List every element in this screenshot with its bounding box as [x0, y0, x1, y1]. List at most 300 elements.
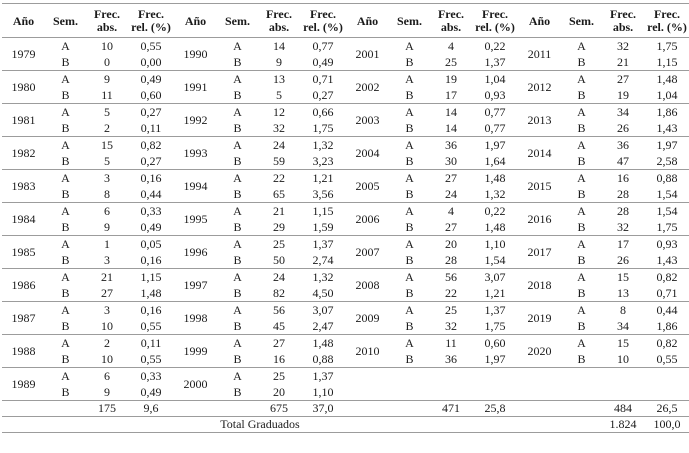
year-cell: 2017	[518, 236, 561, 269]
frec-abs-cell: 17	[602, 236, 644, 253]
year-cell: 1986	[2, 269, 45, 302]
frec-abs-cell: 3	[86, 170, 128, 187]
subtotal-spacer	[2, 401, 86, 417]
frec-rel-cell: 3,56	[312, 186, 334, 201]
table-row	[2, 203, 689, 220]
frec-rel-cell: 0,33	[128, 203, 174, 220]
frec-abs-cell: 21	[86, 269, 128, 286]
table-row	[2, 38, 689, 55]
graduates-table	[2, 3, 689, 433]
frec-rel-cell: 0,77	[484, 120, 506, 135]
frec-abs-cell: 14	[258, 38, 300, 55]
frec-rel-cell: 1,48	[300, 335, 346, 352]
frec-abs-cell: 16	[273, 351, 285, 366]
frec-rel-cell: 0,93	[484, 87, 506, 102]
semester-cell: A	[217, 335, 258, 352]
semester-cell: B	[577, 252, 586, 267]
table-row	[2, 285, 689, 302]
semester-cell: A	[389, 236, 430, 253]
frec-rel-cell: 1,54	[656, 186, 678, 201]
table-row	[2, 71, 689, 88]
table-row	[2, 104, 689, 121]
year-cell: 1990	[174, 38, 217, 71]
header-frec-abs-line1: Frec.	[93, 7, 121, 21]
frec-rel-cell: 1,86	[656, 318, 678, 333]
semester-cell: B	[233, 87, 242, 102]
frec-abs-cell: 5	[86, 104, 128, 121]
frec-abs-cell: 13	[617, 285, 629, 300]
semester-cell: B	[577, 186, 586, 201]
frec-abs-cell: 22	[445, 285, 457, 300]
frec-rel-cell: 1,75	[656, 219, 678, 234]
frec-rel-cell: 0,16	[140, 252, 162, 267]
header-frec-rel	[300, 4, 346, 38]
frec-abs-cell: 27	[430, 170, 472, 187]
frec-abs-cell: 5	[276, 87, 282, 102]
semester-cell: A	[217, 302, 258, 319]
header-frec-abs-line2: abs.	[612, 20, 634, 34]
frec-abs-cell: 56	[258, 302, 300, 319]
frec-abs-cell: 56	[430, 269, 472, 286]
frec-abs-cell: 22	[258, 170, 300, 187]
header-ano: Año	[2, 4, 45, 38]
frec-rel-cell: 0,55	[140, 351, 162, 366]
year-cell: 2008	[346, 269, 389, 302]
semester-cell: A	[561, 236, 602, 253]
header-frec-abs	[602, 4, 644, 38]
year-cell: 2019	[518, 302, 561, 335]
table-row	[2, 137, 689, 154]
table-row	[2, 351, 689, 368]
semester-cell: A	[217, 203, 258, 220]
frec-rel-cell: 0,71	[656, 285, 678, 300]
header-frec-abs-line2: abs.	[440, 20, 462, 34]
total-spacer	[518, 417, 602, 433]
frec-abs-cell: 8	[602, 302, 644, 319]
header-sem: Sem.	[217, 4, 258, 38]
year-cell: 2006	[346, 203, 389, 236]
header-frec-rel	[128, 4, 174, 38]
frec-abs-cell: 9	[104, 384, 110, 399]
semester-cell: B	[405, 120, 414, 135]
frec-abs-cell	[430, 384, 472, 401]
frec-abs-cell: 36	[602, 137, 644, 154]
year-cell: 2016	[518, 203, 561, 236]
semester-cell: B	[233, 219, 242, 234]
frec-rel-cell: 0,71	[300, 71, 346, 88]
frec-abs-cell: 65	[273, 186, 285, 201]
frec-abs-cell: 3	[104, 252, 110, 267]
frec-abs-cell: 3	[86, 302, 128, 319]
year-cell: 2010	[346, 335, 389, 368]
frec-rel-cell: 0,22	[472, 203, 518, 220]
table-row	[2, 170, 689, 187]
header-frec-rel	[644, 4, 689, 38]
frec-rel-cell: 0,82	[644, 269, 689, 286]
frec-rel-cell: 0,00	[140, 54, 162, 69]
frec-abs-cell: 26	[617, 252, 629, 267]
semester-cell: A	[561, 170, 602, 187]
frec-rel-cell: 1,43	[656, 120, 678, 135]
frec-rel-cell: 1,10	[472, 236, 518, 253]
frec-abs-cell: 28	[445, 252, 457, 267]
semester-cell: B	[61, 351, 70, 366]
header-ano: Año	[346, 4, 389, 38]
header-frec-rel-line2: rel. (%)	[647, 20, 687, 34]
frec-abs-cell: 27	[101, 285, 113, 300]
semester-cell: B	[233, 285, 242, 300]
semester-cell: B	[233, 120, 242, 135]
semester-cell: A	[45, 269, 86, 286]
frec-rel-cell: 0,16	[128, 302, 174, 319]
frec-abs-cell: 82	[273, 285, 285, 300]
frec-abs-cell: 24	[445, 186, 457, 201]
frec-rel-cell: 0,27	[312, 87, 334, 102]
frec-abs-cell: 10	[86, 38, 128, 55]
frec-rel-cell: 0,05	[128, 236, 174, 253]
semester-cell: B	[61, 54, 70, 69]
semester-cell: B	[61, 285, 70, 300]
semester-cell: A	[561, 104, 602, 121]
semester-cell	[561, 368, 602, 385]
frec-rel-cell	[644, 384, 689, 401]
frec-rel-cell: 0,33	[128, 368, 174, 385]
semester-cell: A	[217, 368, 258, 385]
table-row	[2, 269, 689, 286]
year-cell: 2009	[346, 302, 389, 335]
semester-cell: A	[45, 137, 86, 154]
frec-rel-cell: 0,27	[140, 153, 162, 168]
frec-abs-cell: 21	[258, 203, 300, 220]
semester-cell: B	[577, 87, 586, 102]
semester-cell: A	[389, 137, 430, 154]
table-row	[2, 302, 689, 319]
semester-cell: A	[45, 302, 86, 319]
header-frec-abs-line2: abs.	[96, 20, 118, 34]
semester-cell	[561, 384, 602, 401]
semester-cell: B	[577, 318, 586, 333]
semester-cell: B	[233, 318, 242, 333]
frec-rel-cell: 1,15	[656, 54, 678, 69]
year-cell: 2014	[518, 137, 561, 170]
subtotal-frec-abs: 675	[258, 401, 300, 417]
frec-rel-cell: 1,37	[300, 236, 346, 253]
year-cell: 1987	[2, 302, 45, 335]
semester-cell: B	[405, 318, 414, 333]
frec-rel-cell: 1,37	[484, 54, 506, 69]
year-cell: 2005	[346, 170, 389, 203]
frec-rel-cell: 1,32	[300, 269, 346, 286]
header-row	[2, 4, 689, 38]
year-cell: 2018	[518, 269, 561, 302]
year-cell: 2015	[518, 170, 561, 203]
year-cell: 1982	[2, 137, 45, 170]
header-frec-rel-line1: Frec.	[137, 7, 165, 21]
semester-cell: B	[61, 318, 70, 333]
frec-rel-cell: 0,60	[140, 87, 162, 102]
frec-rel-cell: 2,74	[312, 252, 334, 267]
semester-cell: A	[217, 71, 258, 88]
frec-abs-cell: 24	[258, 137, 300, 154]
semester-cell	[389, 384, 430, 401]
table-row	[2, 87, 689, 104]
header-frec-rel-line2: rel. (%)	[303, 20, 343, 34]
frec-rel-cell: 3,07	[300, 302, 346, 319]
semester-cell: B	[61, 219, 70, 234]
year-cell: 1989	[2, 368, 45, 401]
frec-abs-cell: 5	[104, 153, 110, 168]
year-cell: 2011	[518, 38, 561, 71]
frec-rel-cell: 1,75	[644, 38, 689, 55]
year-cell: 1979	[2, 38, 45, 71]
frec-rel-cell: 1,64	[484, 153, 506, 168]
table-row	[2, 252, 689, 269]
year-cell: 2000	[174, 368, 217, 401]
header-frec-abs	[86, 4, 128, 38]
semester-cell: B	[577, 153, 586, 168]
year-cell: 2013	[518, 104, 561, 137]
frec-rel-cell: 1,04	[656, 87, 678, 102]
year-cell: 2012	[518, 71, 561, 104]
total-label: Total Graduados	[2, 417, 518, 433]
frec-abs-cell: 16	[602, 170, 644, 187]
frec-rel-cell: 0,55	[140, 318, 162, 333]
subtotal-row	[2, 401, 689, 417]
frec-abs-cell: 14	[445, 120, 457, 135]
year-cell: 1996	[174, 236, 217, 269]
subtotal-spacer	[346, 401, 430, 417]
subtotal-frec-abs: 484	[602, 401, 644, 417]
frec-rel-cell: 1,48	[472, 170, 518, 187]
frec-abs-cell: 11	[430, 335, 472, 352]
frec-abs-cell: 4	[430, 38, 472, 55]
frec-abs-cell: 20	[430, 236, 472, 253]
semester-cell: B	[405, 285, 414, 300]
frec-rel-cell: 1,15	[300, 203, 346, 220]
header-frec-rel-line1: Frec.	[309, 7, 337, 21]
frec-rel-cell: 1,48	[484, 219, 506, 234]
frec-rel-cell: 0,16	[128, 170, 174, 187]
header-sem: Sem.	[389, 4, 430, 38]
year-cell: 2020	[518, 335, 561, 368]
frec-abs-cell: 4	[430, 203, 472, 220]
frec-rel-cell: 0,49	[312, 54, 334, 69]
frec-abs-cell: 9	[104, 219, 110, 234]
frec-abs-cell: 45	[273, 318, 285, 333]
semester-cell: A	[389, 335, 430, 352]
frec-abs-cell: 8	[104, 186, 110, 201]
year-cell: 1980	[2, 71, 45, 104]
frec-abs-cell: 19	[430, 71, 472, 88]
year-cell: 1991	[174, 71, 217, 104]
frec-rel-cell: 0,77	[472, 104, 518, 121]
semester-cell: B	[61, 120, 70, 135]
semester-cell: A	[45, 203, 86, 220]
semester-cell: A	[389, 71, 430, 88]
frec-abs-cell: 15	[602, 269, 644, 286]
frec-abs-cell: 36	[445, 351, 457, 366]
frec-abs-cell: 26	[617, 120, 629, 135]
frec-rel-cell: 1,48	[140, 285, 162, 300]
frec-abs-cell: 10	[617, 351, 629, 366]
semester-cell: B	[405, 153, 414, 168]
semester-cell: A	[45, 236, 86, 253]
total-frec-rel: 100,0	[644, 417, 689, 433]
frec-rel-cell: 3,23	[312, 153, 334, 168]
frec-rel-cell: 0,60	[472, 335, 518, 352]
semester-cell: B	[61, 384, 70, 399]
frec-abs-cell	[430, 368, 472, 385]
frec-abs-cell: 2	[86, 335, 128, 352]
frec-abs-cell	[602, 384, 644, 401]
header-sem: Sem.	[45, 4, 86, 38]
frec-abs-cell: 9	[276, 54, 282, 69]
frec-rel-cell: 0,11	[128, 335, 174, 352]
table-body	[2, 38, 689, 433]
frec-abs-cell: 10	[101, 351, 113, 366]
semester-cell: A	[389, 38, 430, 55]
frec-abs-cell: 25	[445, 54, 457, 69]
year-cell: 2002	[346, 71, 389, 104]
header-ano: Año	[174, 4, 217, 38]
header-frec-abs-line1: Frec.	[437, 7, 465, 21]
header-ano: Año	[518, 4, 561, 38]
year-cell: 1985	[2, 236, 45, 269]
frec-abs-cell: 25	[258, 368, 300, 385]
subtotal-frec-rel: 25,8	[472, 401, 518, 417]
frec-rel-cell: 1,15	[128, 269, 174, 286]
year-cell: 1999	[174, 335, 217, 368]
frec-abs-cell: 28	[602, 203, 644, 220]
frec-rel-cell: 0,88	[312, 351, 334, 366]
frec-abs-cell: 2	[104, 120, 110, 135]
semester-cell: B	[233, 351, 242, 366]
semester-cell: A	[561, 71, 602, 88]
frec-rel-cell: 3,07	[472, 269, 518, 286]
semester-cell: A	[389, 104, 430, 121]
frec-abs-cell: 32	[617, 219, 629, 234]
year-cell: 2001	[346, 38, 389, 71]
semester-cell: A	[217, 269, 258, 286]
frec-rel-cell: 1,04	[472, 71, 518, 88]
semester-cell: B	[577, 54, 586, 69]
frec-rel-cell: 1,43	[656, 252, 678, 267]
frec-rel-cell: 0,49	[128, 71, 174, 88]
frec-abs-cell: 6	[86, 203, 128, 220]
frec-rel-cell	[472, 368, 518, 385]
frec-abs-cell	[602, 368, 644, 385]
semester-cell: A	[45, 104, 86, 121]
frec-abs-cell: 21	[617, 54, 629, 69]
semester-cell: B	[61, 252, 70, 267]
frec-abs-cell: 27	[445, 219, 457, 234]
frec-rel-cell: 1,97	[644, 137, 689, 154]
frec-abs-cell: 20	[273, 384, 285, 399]
frec-abs-cell: 34	[602, 104, 644, 121]
semester-cell: A	[389, 170, 430, 187]
subtotal-frec-abs: 175	[86, 401, 128, 417]
year-cell	[518, 368, 561, 401]
frec-rel-cell	[644, 368, 689, 385]
frec-rel-cell: 0,44	[140, 186, 162, 201]
header-frec-abs	[258, 4, 300, 38]
frec-rel-cell: 1,97	[484, 351, 506, 366]
frec-abs-cell: 27	[258, 335, 300, 352]
semester-cell: A	[561, 302, 602, 319]
frec-abs-cell: 27	[602, 71, 644, 88]
header-frec-rel	[472, 4, 518, 38]
frec-rel-cell: 1,10	[312, 384, 334, 399]
year-cell: 1992	[174, 104, 217, 137]
semester-cell: A	[389, 203, 430, 220]
semester-cell: B	[405, 87, 414, 102]
frec-rel-cell: 0,22	[472, 38, 518, 55]
semester-cell: A	[389, 269, 430, 286]
frec-abs-cell: 59	[273, 153, 285, 168]
subtotal-frec-rel: 37,0	[300, 401, 346, 417]
frec-abs-cell: 9	[86, 71, 128, 88]
semester-cell: B	[233, 54, 242, 69]
year-cell: 1993	[174, 137, 217, 170]
frec-rel-cell: 0,77	[300, 38, 346, 55]
frec-abs-cell: 47	[617, 153, 629, 168]
frec-rel-cell: 0,93	[644, 236, 689, 253]
frec-rel-cell: 1,21	[300, 170, 346, 187]
frec-rel-cell: 1,54	[484, 252, 506, 267]
frec-abs-cell: 32	[602, 38, 644, 55]
frec-rel-cell: 0,55	[128, 38, 174, 55]
semester-cell: B	[233, 186, 242, 201]
frec-abs-cell: 32	[273, 120, 285, 135]
frec-abs-cell: 14	[430, 104, 472, 121]
frec-rel-cell: 2,58	[656, 153, 678, 168]
frec-rel-cell: 0,49	[140, 384, 162, 399]
semester-cell: A	[561, 335, 602, 352]
table-row	[2, 186, 689, 203]
year-cell: 1995	[174, 203, 217, 236]
semester-cell: B	[61, 186, 70, 201]
year-cell: 2007	[346, 236, 389, 269]
frec-abs-cell: 15	[602, 335, 644, 352]
header-frec-rel-line1: Frec.	[481, 7, 509, 21]
semester-cell: A	[45, 71, 86, 88]
semester-cell: A	[45, 38, 86, 55]
semester-cell: A	[45, 170, 86, 187]
header-frec-abs-line1: Frec.	[609, 7, 637, 21]
semester-cell: A	[561, 137, 602, 154]
frec-rel-cell: 0,11	[140, 120, 162, 135]
semester-cell: B	[405, 186, 414, 201]
table-row	[2, 219, 689, 236]
frec-abs-cell: 6	[86, 368, 128, 385]
frec-rel-cell: 1,75	[312, 120, 334, 135]
semester-cell: A	[217, 170, 258, 187]
semester-cell: A	[217, 236, 258, 253]
table-row	[2, 120, 689, 137]
frec-abs-cell: 34	[617, 318, 629, 333]
frec-abs-cell: 17	[445, 87, 457, 102]
subtotal-frec-abs: 471	[430, 401, 472, 417]
total-row	[2, 417, 689, 433]
year-cell: 1981	[2, 104, 45, 137]
semester-cell: A	[217, 38, 258, 55]
semester-cell: A	[389, 302, 430, 319]
semester-cell: B	[61, 87, 70, 102]
table-row	[2, 236, 689, 253]
frec-abs-cell: 50	[273, 252, 285, 267]
table-row	[2, 54, 689, 71]
year-cell: 1984	[2, 203, 45, 236]
